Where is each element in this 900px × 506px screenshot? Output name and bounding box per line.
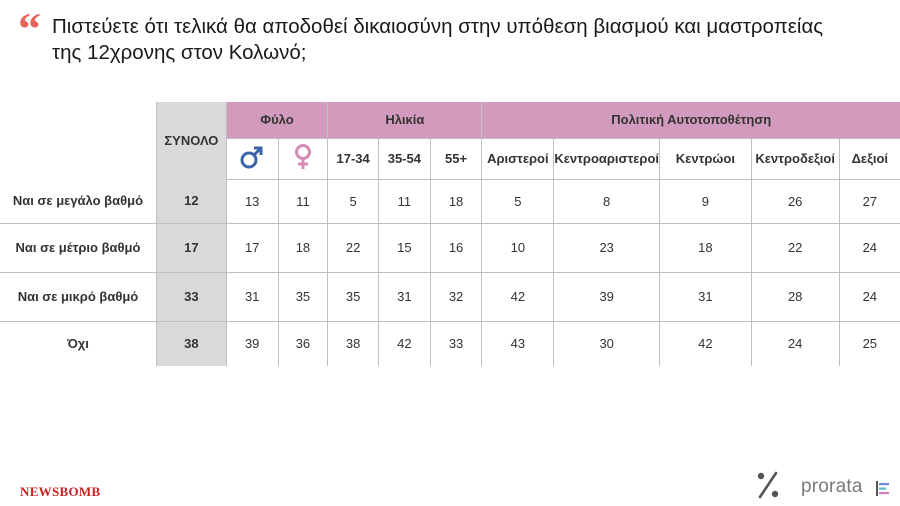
col-center: Κεντρώοι bbox=[660, 138, 752, 179]
table-cell: 32 bbox=[430, 272, 482, 321]
table-cell: 18 bbox=[430, 179, 482, 223]
table-cell: 38 bbox=[328, 321, 379, 366]
table-cell: 31 bbox=[226, 272, 278, 321]
col-center-left: Κεντροαριστεροί bbox=[554, 138, 660, 179]
table-cell: 39 bbox=[226, 321, 278, 366]
table-cell: 36 bbox=[278, 321, 328, 366]
table-row bbox=[0, 321, 900, 366]
table-cell: 24 bbox=[839, 223, 900, 272]
row-label: Ναι σε μεγάλο βαθμό bbox=[0, 179, 156, 223]
row-label: Όχι bbox=[67, 336, 89, 352]
quote-mark-icon: “ bbox=[18, 3, 41, 54]
col-right: Δεξιοί bbox=[839, 138, 900, 179]
table-cell: 22 bbox=[751, 223, 839, 272]
page-title: Πιστεύετε ότι τελικά θα αποδοθεί δικαιοσύνη στην υπόθεση βιασμού και μαστροπείας της 12χρονης στον Κολωνό; bbox=[52, 15, 824, 64]
table-cell: 42 bbox=[379, 321, 431, 366]
table-cell: 25 bbox=[839, 321, 900, 366]
newsbomb-logo: NEWSBOMB bbox=[20, 484, 101, 499]
table-cell: 5 bbox=[328, 179, 379, 223]
table-cell: 22 bbox=[328, 223, 379, 272]
total-cell: 17 bbox=[156, 223, 226, 272]
row-label: Ναι σε μικρό βαθμό bbox=[0, 272, 156, 321]
table-cell: 8 bbox=[554, 179, 660, 223]
table-cell: 16 bbox=[430, 223, 482, 272]
table-cell: 31 bbox=[660, 272, 752, 321]
table-cell: 39 bbox=[554, 272, 660, 321]
table-cell: 33 bbox=[430, 321, 482, 366]
table-cell: 18 bbox=[660, 223, 752, 272]
table-cell: 18 bbox=[278, 223, 328, 272]
table-cell: 5 bbox=[482, 179, 554, 223]
group-header-age: Ηλικία bbox=[328, 102, 482, 138]
table-cell: 27 bbox=[839, 179, 900, 223]
table-cell: 43 bbox=[482, 321, 554, 366]
percent-logo-icon bbox=[755, 470, 781, 500]
table-corner bbox=[0, 102, 156, 138]
male-icon bbox=[226, 138, 278, 179]
table-cell: 42 bbox=[482, 272, 554, 321]
table-cell: 10 bbox=[482, 223, 554, 272]
group-header-political: Πολιτική Αυτοτοποθέτηση bbox=[482, 102, 900, 138]
col-age-17-34: 17-34 bbox=[328, 138, 379, 179]
total-header: ΣΥΝΟΛΟ bbox=[156, 102, 226, 179]
table-cell: 9 bbox=[660, 179, 752, 223]
group-header-gender: Φύλο bbox=[226, 102, 327, 138]
table-cell: 28 bbox=[751, 272, 839, 321]
table-cell: 35 bbox=[328, 272, 379, 321]
col-age-35-54: 35-54 bbox=[379, 138, 431, 179]
prorata-bars-icon bbox=[876, 481, 890, 496]
col-center-right: Κεντροδεξιοί bbox=[751, 138, 839, 179]
results-table bbox=[0, 102, 900, 366]
table-cell: 24 bbox=[751, 321, 839, 366]
table-row bbox=[0, 272, 900, 321]
table-cell: 42 bbox=[660, 321, 752, 366]
prorata-logo: prorata bbox=[801, 476, 863, 497]
table-cell: 23 bbox=[554, 223, 660, 272]
female-icon bbox=[278, 138, 328, 179]
table-cell: 24 bbox=[839, 272, 900, 321]
table-row bbox=[0, 179, 900, 223]
table-cell: 31 bbox=[379, 272, 431, 321]
table-cell: 26 bbox=[751, 179, 839, 223]
col-age-55-plus: 55+ bbox=[430, 138, 482, 179]
row-label: Ναι σε μέτριο βαθμό bbox=[0, 223, 156, 272]
table-cell: 13 bbox=[226, 179, 278, 223]
col-left: Αριστεροί bbox=[482, 138, 554, 179]
table-cell: 17 bbox=[226, 223, 278, 272]
table-cell: 15 bbox=[379, 223, 431, 272]
table-corner-lower bbox=[0, 138, 156, 179]
total-cell: 33 bbox=[156, 272, 226, 321]
total-cell: 12 bbox=[156, 179, 226, 223]
total-cell: 38 bbox=[156, 321, 226, 366]
table-row bbox=[0, 223, 900, 272]
table-cell: 11 bbox=[278, 179, 328, 223]
table-cell: 11 bbox=[379, 179, 431, 223]
table-cell: 35 bbox=[278, 272, 328, 321]
table-cell: 30 bbox=[554, 321, 660, 366]
